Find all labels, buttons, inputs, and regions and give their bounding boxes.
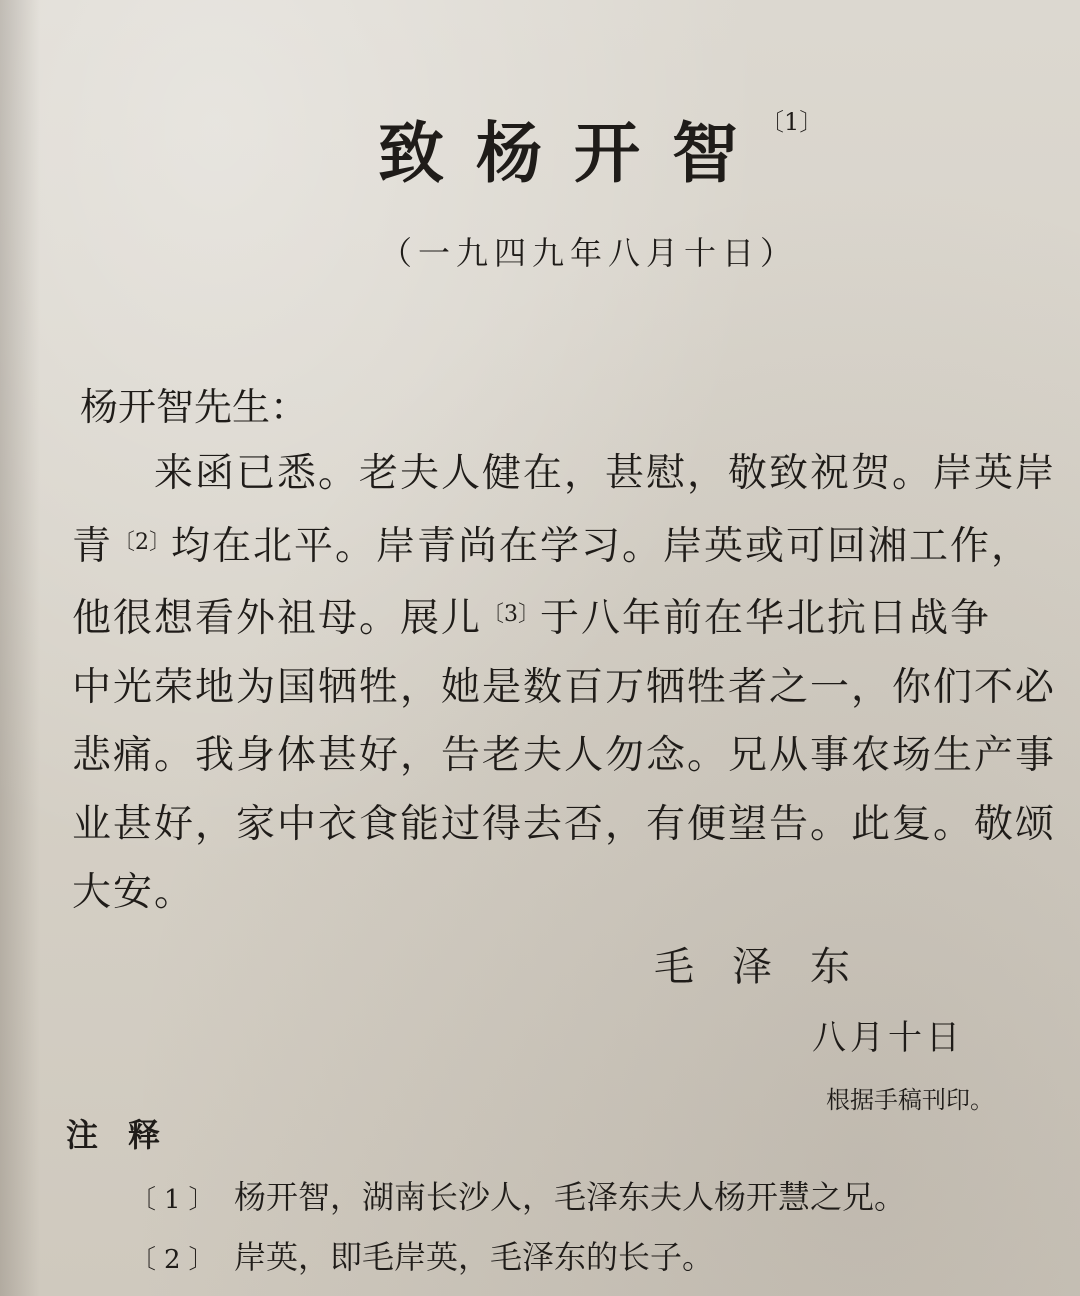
line-2-start: 青	[72, 523, 114, 569]
note-item	[130, 1232, 714, 1278]
letter-line-5: 悲痛。我身体甚好，告老夫人勿念。兄从事农场生产事	[72, 733, 1057, 778]
note-item	[130, 1172, 906, 1218]
letter-line-3	[72, 581, 1062, 654]
note-number: 〔2〕	[130, 1245, 223, 1275]
signature: 毛泽东	[654, 944, 888, 990]
page-edge-shadow	[0, 0, 40, 1296]
letter-line-1: 来函已悉。老夫人健在，甚慰，敬致祝贺。岸英岸	[154, 451, 1057, 496]
signature-date: 八月十日	[812, 1018, 964, 1058]
line-2-rest: 均在北平。岸青尚在学习。岸英或可回湘工作，	[171, 523, 1033, 569]
letter-line-7: 大安。	[72, 870, 196, 915]
source-note: 根据手稿刊印。	[826, 1086, 994, 1114]
footnote-ref-2: 〔2〕	[113, 529, 172, 555]
note-number: 〔1〕	[130, 1185, 223, 1215]
salutation: 杨开智先生：	[80, 385, 309, 429]
letter-line-4: 中光荣地为国牺牲，她是数百万牺牲者之一，你们不必	[72, 664, 1057, 710]
letter-date: （一九四九年八月十日）	[380, 234, 799, 272]
letter-body	[72, 440, 1062, 928]
title-footnote-marker: 〔1〕	[760, 108, 824, 136]
letter-line-2	[72, 509, 1062, 582]
footnote-ref-3: 〔3〕	[482, 602, 541, 627]
note-text: 岸英，即毛岸英，毛泽东的长子。	[234, 1238, 715, 1276]
note-text: 杨开智，湖南长沙人，毛泽东夫人杨开慧之兄。	[234, 1178, 907, 1216]
letter-line-6: 业甚好，家中衣食能过得去否，有便望告。此复。敬颂	[72, 801, 1057, 847]
line-3-rest: 于八年前在华北抗日战争	[540, 596, 992, 641]
letter-title: 致杨开智	[378, 115, 770, 192]
line-3-start: 他很想看外祖母。展儿	[72, 596, 483, 641]
notes-heading: 注释	[66, 1116, 191, 1154]
